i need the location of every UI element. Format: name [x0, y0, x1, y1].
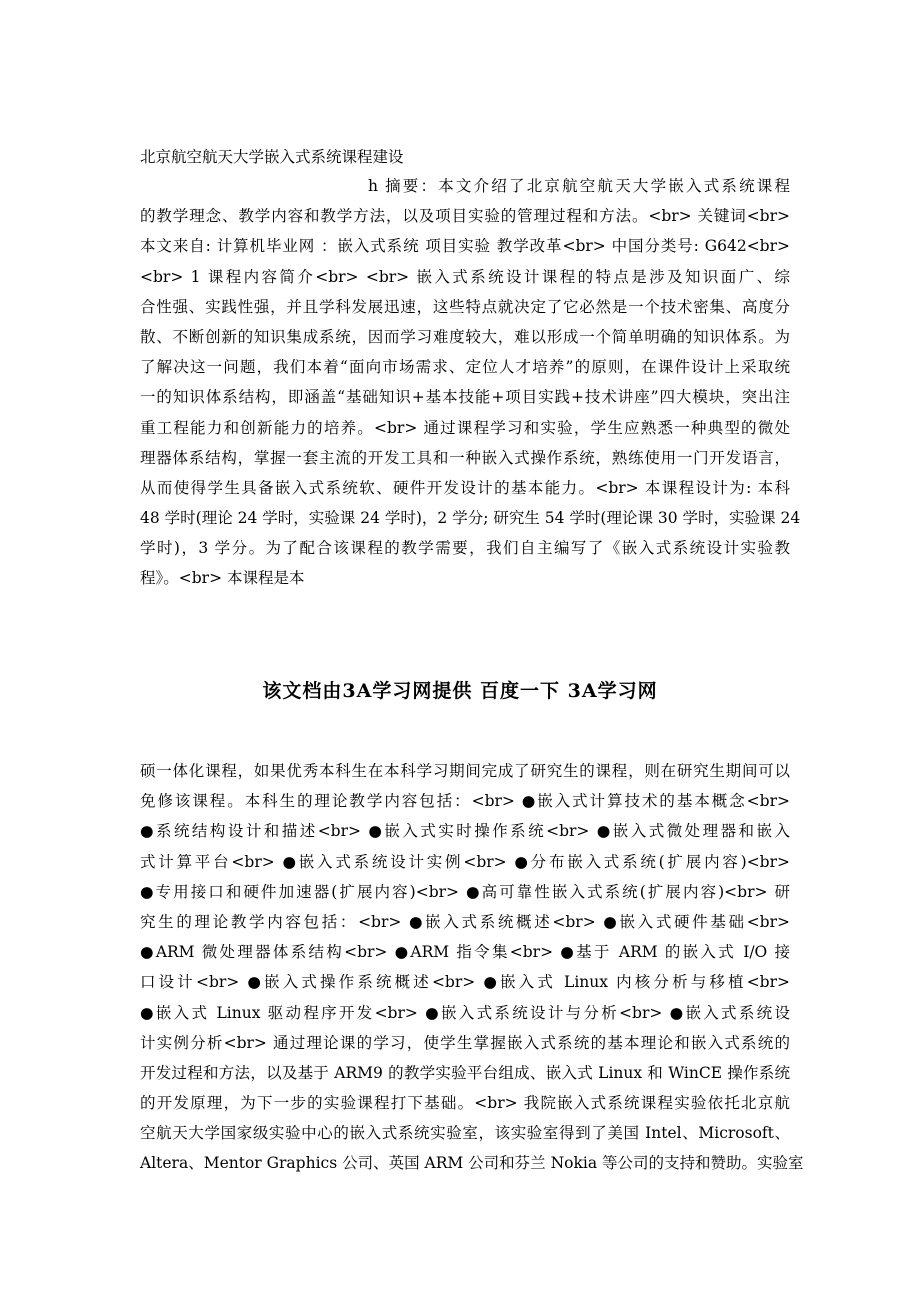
- section-1-body: [140, 171, 801, 594]
- text-line: ●专用接口和硬件加速器(扩展内容)<br> ●高可靠性嵌入式系统(扩展内容)<br> 研: [140, 882, 790, 901]
- text-line: 合性强、实践性强，并且学科发展迅速，这些特点就决定了它必然是一个技术密集、高度分: [140, 297, 790, 316]
- text-line: h 摘要：本文介绍了北京航空航天大学嵌入式系统课程: [368, 177, 790, 195]
- text-line: 空航天大学国家级实验中心的嵌入式系统实验室，该实验室得到了美国 Intel、Microsoft、: [140, 1124, 790, 1143]
- text-line: 理器体系结构，掌握一套主流的开发工具和一种嵌入式操作系统，熟练使用一门开发语言，: [140, 448, 790, 467]
- text-line: 的开发原理，为下一步的实验课程打下基础。<br> 我院嵌入式系统课程实验依托北京航: [140, 1094, 790, 1113]
- text-line: 计实例分析<br> 通过理论课的学习，使学生掌握嵌入式系统的基本理论和嵌入式系统的: [140, 1033, 790, 1052]
- text-line: 本文来自: 计算机毕业网 ：嵌入式系统 项目实验 教学改革<br> 中国分类号: G642<br>: [140, 237, 790, 256]
- text-line: 学时)，3 学分。为了配合该课程的教学需要，我们自主编写了《嵌入式系统设计实验教: [140, 539, 790, 558]
- text-line: 式计算平台<br> ●嵌入式系统设计实例<br> ●分布嵌入式系统(扩展内容)<br>: [140, 852, 790, 871]
- text-line: 散、不断创新的知识集成系统，因而学习难度较大，难以形成一个简单明确的知识体系。为: [140, 327, 790, 346]
- text-line: 免修该课程。本科生的理论教学内容包括：<br> ●嵌入式计算技术的基本概念<br>: [140, 792, 790, 811]
- text-line: 开发过程和方法，以及基于 ARM9 的教学实验平台组成、嵌入式 Linux 和 WinCE 操作系统: [140, 1063, 790, 1082]
- watermark-banner: 该文档由3A学习网提供 百度一下 3A学习网: [262, 680, 658, 702]
- document-title: 北京航空航天大学嵌入式系统课程建设: [140, 148, 404, 166]
- text-line: 究生的理论教学内容包括：<br> ●嵌入式系统概述<br> ●嵌入式硬件基础<br>: [140, 912, 790, 931]
- text-line: ●嵌入式 Linux 驱动程序开发<br> ●嵌入式系统设计与分析<br> ●嵌入式系统设: [140, 1003, 790, 1022]
- text-line: 口设计<br> ●嵌入式操作系统概述<br> ●嵌入式 Linux 内核分析与移植<br>: [140, 973, 790, 992]
- text-line: 重工程能力和创新能力的培养。<br> 通过课程学习和实验，学生应熟悉一种典型的微处: [140, 418, 790, 437]
- text-line: 了解决这一问题，我们本着“面向市场需求、定位人才培养”的原则，在课件设计上采取统: [140, 358, 790, 377]
- text-line: 一的知识体系结构，即涵盖“基础知识+基本技能+项目实践+技术讲座”四大模块，突出注: [140, 388, 790, 407]
- text-line: 从而使得学生具备嵌入式系统软、硬件开发设计的基本能力。<br> 本课程设计为: 本科: [140, 478, 790, 497]
- text-line: ●ARM 微处理器体系结构<br> ●ARM 指令集<br> ●基于 ARM 的嵌入式 I/O 接: [140, 943, 790, 962]
- text-line: <br> 1 课程内容简介<br> <br> 嵌入式系统设计课程的特点是涉及知识面广、综: [140, 267, 790, 286]
- text-line: 48 学时(理论 24 学时，实验课 24 学时)，2 学分; 研究生 54 学时(理论课 30 学时，实验课 24: [140, 509, 801, 528]
- text-line: 的教学理念、教学内容和教学方法，以及项目实验的管理过程和方法。<br> 关键词<br>: [140, 207, 790, 226]
- text-line: Altera、Mentor Graphics 公司、英国 ARM 公司和芬兰 Nokia 等公司的支持和赞助。实验室: [140, 1154, 804, 1173]
- text-line: 硕一体化课程，如果优秀本科生在本科学习期间完成了研究生的课程，则在研究生期间可以: [140, 762, 790, 780]
- text-line: ●系统结构设计和描述<br> ●嵌入式实时操作系统<br> ●嵌入式微处理器和嵌入: [140, 822, 790, 841]
- section-2-body: [140, 756, 804, 1179]
- text-line: 程》。<br> 本课程是本: [140, 569, 305, 588]
